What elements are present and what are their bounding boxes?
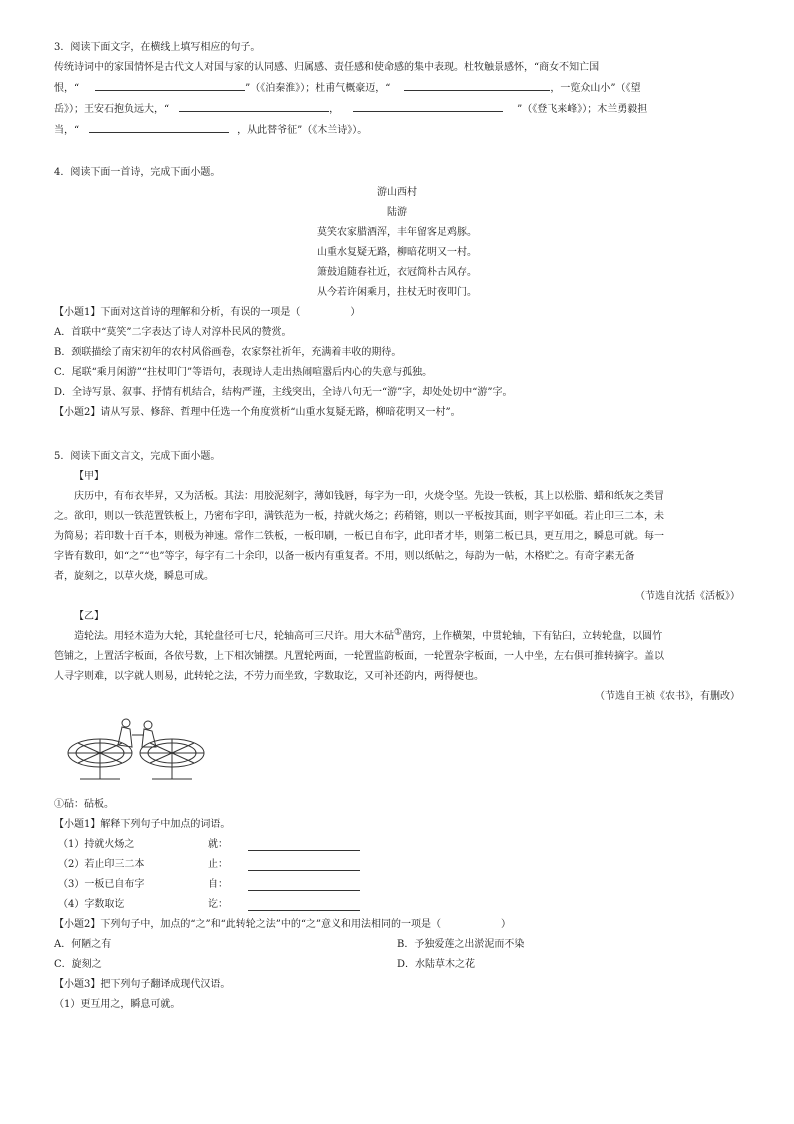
yi-line: 笆铺之，上置活字板面，各依号数，上下相次铺摆。凡置轮两面，一轮置监韵板面，一轮置杂字板面，一人中坐，左右俱可推转摘字。盖以 xyxy=(54,651,664,662)
q3-text: 当，“ xyxy=(54,125,80,136)
exam-page xyxy=(54,38,740,1015)
yi-line: 人寻字则难，以字就人则易，此转轮之法，不劳力而坐致，字数取讫，又可补还韵内，两得便也。 xyxy=(54,671,484,682)
option-a[interactable]: A．何陋之有 xyxy=(54,939,112,950)
option-a[interactable]: A．首联中“莫笑”二字表达了诗人对淳朴民风的赞赏。 xyxy=(54,327,292,338)
yi-source: （节选自王祯《农书》，有删改） xyxy=(595,691,740,702)
option-c[interactable]: C．旋刻之 xyxy=(54,959,102,970)
jia-source: （节选自沈括《活板》） xyxy=(635,591,740,602)
q3-line-4 xyxy=(54,120,740,141)
word-key: 止： xyxy=(208,859,228,870)
q4-sub2 xyxy=(54,403,740,423)
poem-line: 从今若许闲乘月，拄杖无时夜叩门。 xyxy=(317,287,477,298)
jia-line: 庆历中，有布衣毕昇，又为活板。其法：用胶泥刻字，薄如钱唇，每字为一印，火烧令坚。先设一铁板，其上以松脂、蜡和纸灰之类冒 xyxy=(74,491,664,502)
sub-text: 把下列句子翻译成现代汉语。 xyxy=(100,979,231,990)
option-d[interactable]: D．全诗写景、叙事、抒情有机结合，结构严谨，主线突出，全诗八句无一“游”字，却处处切中“游”字。 xyxy=(54,387,513,398)
option-b[interactable]: B．颈联描绘了南宋初年的农村风俗画卷，农家祭社祈年，充满着丰收的期待。 xyxy=(54,347,402,358)
word-item-4 xyxy=(54,895,740,915)
word-sentence: （4）字数取讫 xyxy=(58,899,125,910)
answer-blank-4[interactable] xyxy=(353,99,503,112)
answer-blank-5[interactable] xyxy=(89,120,229,133)
q3-text: ”（《登飞来峰》）；木兰勇毅担 xyxy=(517,104,648,115)
q3-text: ，一览众山小”（《望 xyxy=(550,83,641,94)
sub-label: 【小题2】 xyxy=(54,407,101,418)
word-answer-blank[interactable] xyxy=(248,858,360,871)
q3-text: ，从此替爷征”（《木兰诗》）。 xyxy=(237,125,368,136)
sub-label: 【小题1】 xyxy=(54,819,101,830)
option-row-1 xyxy=(54,935,740,955)
q3-text: ”（《泊秦淮》）；杜甫气概豪迈，“ xyxy=(245,83,391,94)
q3-text: 恨，“ xyxy=(54,83,80,94)
q4-sub1 xyxy=(54,303,740,323)
yi-line xyxy=(54,627,740,647)
poem-title: 游山西村 xyxy=(377,187,417,198)
answer-blank-2[interactable] xyxy=(404,78,550,91)
option-c[interactable]: C．尾联“乘月闲游”“拄杖叩门”等语句，表现诗人走出热闹喧嚣后内心的失意与孤独。 xyxy=(54,367,433,378)
q3-text: ， xyxy=(329,104,340,115)
q3-line-3 xyxy=(54,99,740,120)
sub-label: 【小题3】 xyxy=(54,979,101,990)
yi-label: 【乙】 xyxy=(74,611,104,622)
q4-title: 4．阅读下面一首诗，完成下面小题。 xyxy=(54,167,221,178)
sub-text: 解释下列句子中加点的词语。 xyxy=(100,819,231,830)
poem-line: 箫鼓追随春社近，衣冠简朴古风存。 xyxy=(317,267,477,278)
q5-title: 5．阅读下面文言文，完成下面小题。 xyxy=(54,451,221,462)
q3-title: 3．阅读下面文字，在横线上填写相应的句子。 xyxy=(54,42,261,53)
jia-line: 者，旋刻之，以草火烧，瞬息可成。 xyxy=(54,571,214,582)
word-sentence: （2）若止印三二本 xyxy=(58,859,145,870)
poem-line: 莫笑农家腊酒浑，丰年留客足鸡豚。 xyxy=(317,227,477,238)
yi-text: 凿窍，上作横架，中贯轮轴，下有钻臼，立转轮盘，以圆竹 xyxy=(402,631,663,642)
q3-line-2 xyxy=(54,78,740,99)
word-sentence: （3）一板已自布字 xyxy=(58,879,145,890)
q3-line-1: 传统诗词中的家国情怀是古代文人对国与家的认同感、归属感、责任感和使命感的集中表现。杜牧触景感怀，“商女不知亡国 xyxy=(54,62,600,73)
jia-line: 之。欲印，则以一铁范置铁板上，乃密布字印，满铁范为一板，持就火炀之；药稍镕，则以一平板按其面，则字平如砥。若止印三二本，未 xyxy=(54,511,664,522)
rotating-type-wheel-illustration xyxy=(60,713,220,785)
q5-sub2 xyxy=(54,915,740,935)
sub-label: 【小题2】 xyxy=(54,919,101,930)
word-answer-blank[interactable] xyxy=(248,838,360,851)
q5-sub1 xyxy=(54,815,740,835)
poem-author: 陆游 xyxy=(387,207,407,218)
word-sentence: （1）持就火炀之 xyxy=(58,839,135,850)
jia-label: 【甲】 xyxy=(74,471,104,482)
word-key: 讫： xyxy=(208,899,228,910)
sub-text: 下面对这首诗的理解和分析，有误的一项是（ ） xyxy=(100,307,361,318)
poem-line: 山重水复疑无路，柳暗花明又一村。 xyxy=(317,247,477,258)
answer-blank-1[interactable] xyxy=(95,78,245,91)
jia-line: 字皆有数印，如“之”“也”等字，每字有二十余印，以备一板内有重复者。不用，则以纸帖之，每韵为一帖，木格贮之。有奇字素无备 xyxy=(54,551,635,562)
answer-blank-3[interactable] xyxy=(179,99,329,112)
sub-label: 【小题1】 xyxy=(54,307,101,318)
word-item-1 xyxy=(54,835,740,855)
word-item-3 xyxy=(54,875,740,895)
q5-sub3 xyxy=(54,975,740,995)
sub-text: 下列句子中，加点的“之”和“此转轮之法”中的“之”意义和用法相同的一项是（ ） xyxy=(100,919,512,930)
option-d[interactable]: D．水陆草木之花 xyxy=(397,959,476,970)
word-key: 自： xyxy=(208,879,228,890)
yi-text: 造轮法。用轻木造为大轮，其轮盘径可七尺，轮轴高可三尺许。用大木砧 xyxy=(74,631,394,642)
jia-line: 为简易；若印数十百千本，则极为神速。常作二铁板，一板印刷，一板已自布字，此印者才毕，则第二板已具，更互用之，瞬息可就。每一 xyxy=(54,531,664,542)
sub-text: 请从写景、修辞、哲理中任选一个角度赏析“山重水复疑无路，柳暗花明又一村”。 xyxy=(100,407,461,418)
word-key: 就： xyxy=(208,839,228,850)
word-item-2 xyxy=(54,855,740,875)
option-b[interactable]: B．予独爱莲之出淤泥而不染 xyxy=(397,939,525,950)
footnote: ①砧：砧板。 xyxy=(54,799,114,810)
word-answer-blank[interactable] xyxy=(248,898,360,911)
translation-item-1: （1）更互用之，瞬息可就。 xyxy=(54,999,181,1010)
q3-text: 岳》）；王安石抱负远大，“ xyxy=(54,104,170,115)
footnote-mark: ① xyxy=(394,627,403,638)
option-row-2 xyxy=(54,955,740,975)
word-answer-blank[interactable] xyxy=(248,878,360,891)
